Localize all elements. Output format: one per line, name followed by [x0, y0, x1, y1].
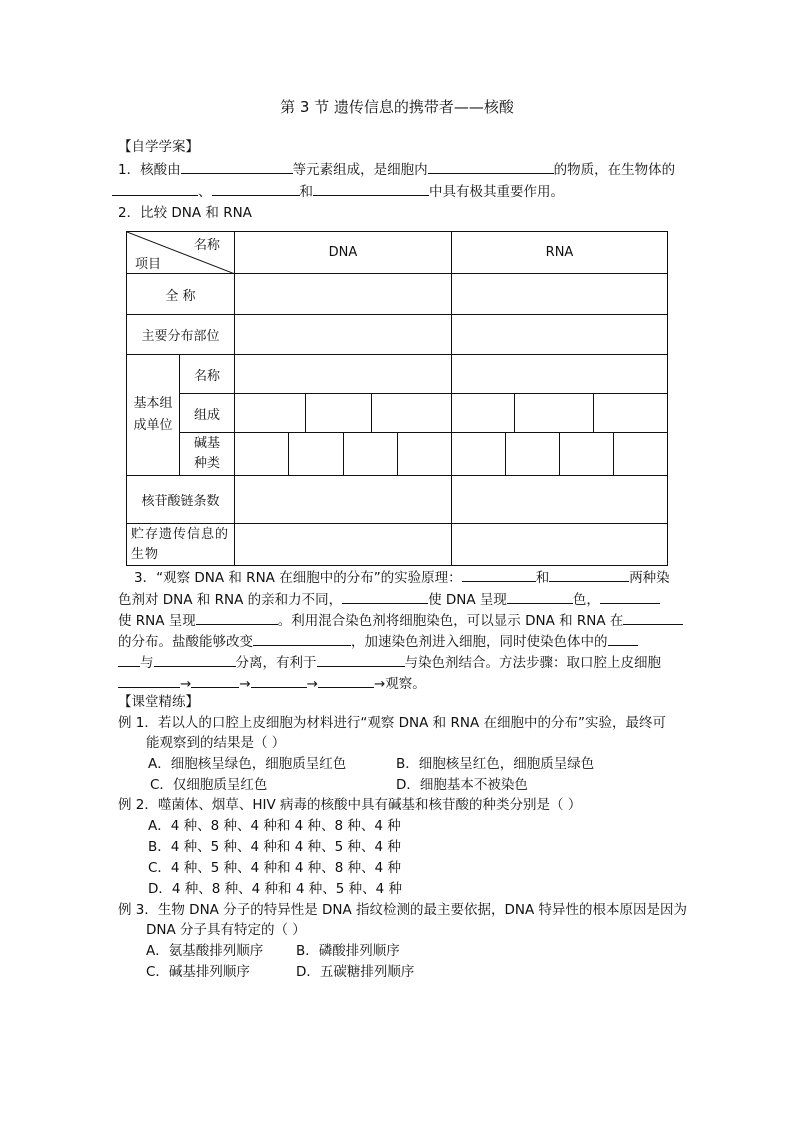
q3-blank-color-dna[interactable]	[507, 589, 573, 604]
q3-blank-component-1b[interactable]	[118, 652, 140, 667]
q3-blank-stain-2[interactable]	[549, 567, 629, 582]
q3-text: 色剂对 DNA 和 RNA 的亲和力不同，	[118, 592, 343, 608]
q3-text: 的分布。盐酸能够改变	[118, 634, 253, 650]
table-header-diagonal-cell	[127, 232, 235, 274]
column-header-rna: RNA	[452, 232, 668, 274]
q3-blank-location[interactable]	[623, 610, 683, 625]
example-3-line-1: 例 3．生物 DNA 分子的特异性是 DNA 指纹检测的最主要依据，DNA 特异性的根本原因是因为	[118, 902, 688, 918]
q1-blank-role-2[interactable]	[212, 181, 300, 196]
example-1-option-c[interactable]: C．仅细胞质呈红色	[150, 777, 268, 793]
dna-base-slot[interactable]	[289, 433, 343, 475]
question-1-line-1	[118, 159, 675, 180]
cell-dna-base-types	[235, 433, 452, 476]
example-1-line-2: 能观察到的结果是（ ）	[146, 735, 286, 751]
example-1-option-a[interactable]: A．细胞核呈绿色，细胞质呈红色	[148, 756, 347, 772]
row-label-basic-unit: 基本组成单位	[127, 355, 180, 476]
rna-base-slot[interactable]	[506, 433, 560, 475]
q1-blank-elements[interactable]	[181, 159, 293, 174]
rna-base-slot[interactable]	[452, 433, 506, 475]
cell-rna-distribution[interactable]	[452, 315, 668, 355]
cell-dna-composition	[235, 394, 452, 433]
q3-text: 与	[140, 655, 154, 671]
arrow-icon: →	[239, 676, 251, 692]
q3-blank-color-rna[interactable]	[196, 610, 278, 625]
row-label-full-name: 全 称	[127, 274, 235, 315]
dna-composition-slot[interactable]	[306, 394, 372, 432]
q3-text: 色，	[572, 592, 600, 608]
q3-text: ，加速染色剂进入细胞，同时使染色体中的	[351, 634, 608, 650]
section-heading-practice: 【课堂精练】	[118, 694, 199, 710]
cell-dna-organisms[interactable]	[235, 524, 452, 566]
q1-text-e: 和	[299, 184, 313, 200]
dna-base-slot[interactable]	[235, 433, 289, 475]
cell-rna-full-name[interactable]	[452, 274, 668, 315]
question-3-line-1	[134, 567, 670, 588]
q1-blank-role-3[interactable]	[313, 181, 429, 196]
q3-blank-step-3[interactable]	[251, 673, 307, 688]
q1-text-b: 等元素组成，是细胞内	[292, 162, 428, 178]
example-3-option-b[interactable]: B．磷酸排列顺序	[296, 943, 400, 959]
question-3-line-5	[118, 652, 661, 673]
cell-dna-unit-name[interactable]	[235, 355, 452, 394]
question-3-line-3	[118, 610, 683, 631]
q3-blank-step-4[interactable]	[318, 673, 374, 688]
example-2-line-1: 例 2．噬菌体、烟草、HIV 病毒的核酸中具有碱基和核苷酸的种类分别是（ ）	[118, 797, 582, 813]
cell-dna-distribution[interactable]	[235, 315, 452, 355]
question-1-line-2	[112, 181, 564, 202]
example-3-line-2: DNA 分子具有特定的（ ）	[146, 922, 306, 938]
question-3-line-2	[118, 589, 660, 610]
row-label-composition: 组成	[180, 394, 235, 433]
q3-text: 分离，有利于	[235, 655, 317, 671]
arrow-icon: →	[306, 676, 318, 692]
arrow-icon: →	[180, 676, 192, 692]
dna-composition-slot[interactable]	[372, 394, 451, 432]
section-heading-self-study: 【自学学案】	[118, 139, 199, 155]
q1-blank-substance[interactable]	[428, 159, 554, 174]
question-3-line-6	[118, 673, 426, 694]
q1-text-c: 的物质，在生物体的	[553, 162, 676, 178]
cell-rna-chain-count[interactable]	[452, 476, 668, 524]
q1-text-f: 中具有极其重要作用。	[429, 184, 564, 200]
row-label-chain-count: 核苷酸链条数	[127, 476, 235, 524]
q3-blank-component-1[interactable]	[608, 631, 638, 646]
q3-text: 两种染	[629, 570, 670, 586]
example-2-option-b[interactable]: B．4 种、5 种、4 种和 4 种、5 种、4 种	[148, 839, 401, 855]
q3-blank-stain-1[interactable]	[462, 567, 536, 582]
q3-blank-component-2[interactable]	[154, 652, 236, 667]
q3-blank-step-1[interactable]	[118, 673, 180, 688]
example-2-option-d[interactable]: D．4 种、8 种、4 种和 4 种、5 种、4 种	[148, 881, 402, 897]
example-3-option-c[interactable]: C．碱基排列顺序	[146, 964, 250, 980]
row-label-base-types: 碱基种类	[180, 433, 235, 476]
rna-base-slot[interactable]	[560, 433, 614, 475]
cell-rna-unit-name[interactable]	[452, 355, 668, 394]
cell-dna-chain-count[interactable]	[235, 476, 452, 524]
q3-text: 使 DNA 呈现	[428, 592, 507, 608]
q3-text: 。利用混合染色剂将细胞染色，可以显示 DNA 和 RNA 在	[277, 613, 624, 629]
question-3-line-4	[118, 631, 638, 652]
cell-dna-full-name[interactable]	[235, 274, 452, 315]
q3-blank-stain-dna[interactable]	[342, 589, 428, 604]
rna-composition-slot[interactable]	[515, 394, 594, 432]
example-3-option-d[interactable]: D．五碳糖排列顺序	[296, 964, 415, 980]
q3-text: 与染色剂结合。方法步骤：取口腔上皮细胞	[404, 655, 661, 671]
cell-rna-base-types	[452, 433, 668, 476]
header-item-label: 项目	[135, 257, 162, 272]
cell-rna-organisms[interactable]	[452, 524, 668, 566]
rna-composition-slot[interactable]	[594, 394, 667, 432]
q3-text: →观察。	[373, 676, 426, 692]
cell-rna-composition	[452, 394, 668, 433]
q3-blank-stain-rna[interactable]	[600, 589, 660, 604]
example-2-option-a[interactable]: A．4 种、8 种、4 种和 4 种、8 种、4 种	[148, 818, 401, 834]
q3-blank-permeability[interactable]	[253, 631, 351, 646]
row-label-organisms: 贮存遗传信息的生物	[127, 524, 235, 566]
row-label-distribution: 主要分布部位	[127, 315, 235, 355]
column-header-dna: DNA	[235, 232, 452, 274]
question-2: 2．比较 DNA 和 RNA	[118, 205, 252, 221]
dna-rna-comparison-table	[126, 231, 668, 566]
header-name-label: 名称	[193, 238, 220, 253]
q1-text-a: 1．核酸由	[118, 162, 181, 178]
q3-blank-step-2[interactable]	[191, 673, 239, 688]
dna-composition-slot[interactable]	[235, 394, 306, 432]
q1-text-d: 、	[198, 184, 212, 200]
row-label-unit-name: 名称	[180, 355, 235, 394]
page-title: 第 3 节 遗传信息的携带者——核酸	[280, 98, 514, 116]
example-1-option-b[interactable]: B．细胞核呈红色，细胞质呈绿色	[396, 756, 595, 772]
example-3-option-a[interactable]: A．氨基酸排列顺序	[146, 943, 264, 959]
dna-base-slot[interactable]	[398, 433, 451, 475]
q3-blank-component-3[interactable]	[317, 652, 405, 667]
dna-base-slot[interactable]	[344, 433, 398, 475]
q3-text: 使 RNA 呈现	[118, 613, 196, 629]
example-1-line-1: 例 1．若以人的口腔上皮细胞为材料进行“观察 DNA 和 RNA 在细胞中的分布”实验，最终可	[118, 715, 666, 731]
q3-text: 3．“观察 DNA 和 RNA 在细胞中的分布”的实验原理：	[134, 570, 462, 586]
q3-text: 和	[535, 570, 550, 586]
rna-composition-slot[interactable]	[452, 394, 515, 432]
rna-base-slot[interactable]	[614, 433, 667, 475]
example-1-option-d[interactable]: D．细胞基本不被染色	[396, 777, 528, 793]
example-2-option-c[interactable]: C．4 种、5 种、4 种和 4 种、8 种、4 种	[148, 860, 401, 876]
q1-blank-role-1[interactable]	[112, 181, 198, 196]
